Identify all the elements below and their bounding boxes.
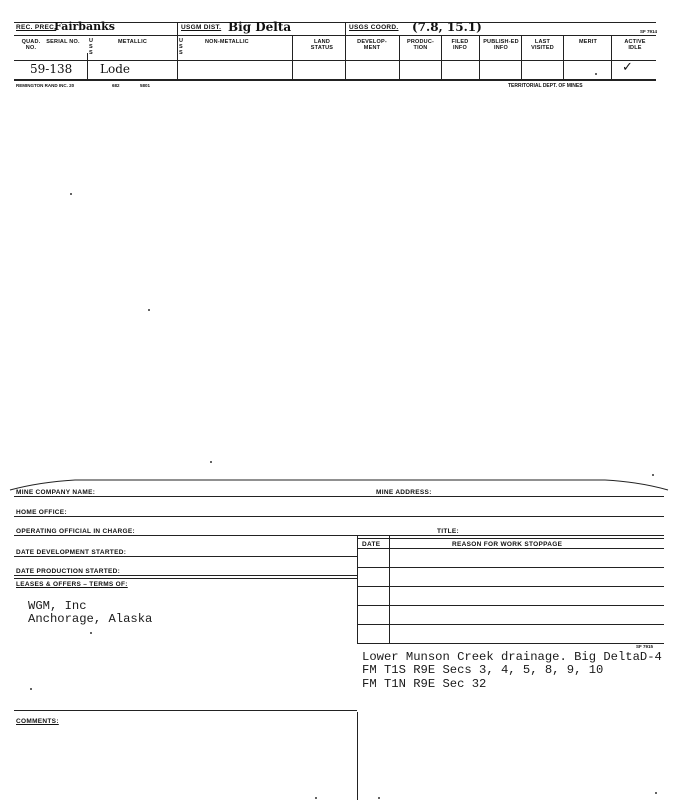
rule-data-bottom bbox=[14, 79, 656, 81]
stoppage-date-header: DATE bbox=[362, 541, 381, 548]
vdiv-comments bbox=[357, 712, 358, 800]
speck bbox=[30, 688, 32, 690]
col-development: DEVELOP-MENT bbox=[357, 39, 387, 51]
speck bbox=[655, 792, 657, 794]
stoppage-reason-header: REASON FOR WORK STOPPAGE bbox=[452, 541, 563, 548]
usgm-dist-value: Big Delta bbox=[228, 20, 292, 34]
col-quad-no: QUAD. NO. bbox=[21, 39, 41, 51]
vdiv-7 bbox=[479, 35, 480, 79]
operating-official-label: OPERATING OFFICIAL IN CHARGE: bbox=[16, 528, 135, 535]
col-serial-no: SERIAL NO. bbox=[46, 39, 80, 45]
vdiv-8 bbox=[521, 35, 522, 79]
rule-dev bbox=[14, 556, 357, 557]
mine-address-label: MINE ADDRESS: bbox=[376, 489, 432, 496]
rule-title-double bbox=[357, 538, 664, 539]
location-line: FM T1S R9E Secs 3, 4, 5, 8, 9, 10 bbox=[362, 663, 604, 677]
form-number-2: SF 7915 bbox=[636, 644, 654, 649]
rule-stoppage-2 bbox=[357, 586, 664, 587]
col-filed-info: FILED INFO bbox=[451, 39, 469, 51]
vdiv-6 bbox=[441, 35, 442, 79]
vdiv-2 bbox=[177, 22, 178, 79]
quad-serial-value: 59-138 bbox=[30, 62, 73, 76]
speck bbox=[315, 797, 317, 799]
col-non-metallic: NON-METALLIC bbox=[205, 39, 249, 45]
col-merit: MERIT bbox=[578, 39, 598, 45]
vdiv-5 bbox=[399, 35, 400, 79]
speck bbox=[148, 309, 150, 311]
rule-home bbox=[14, 516, 664, 517]
usgs-coord-value: (7.8, 15.1) bbox=[412, 20, 482, 34]
date-dev-started-label: DATE DEVELOPMENT STARTED: bbox=[16, 549, 127, 556]
rule-header-mid bbox=[14, 35, 656, 36]
rule-company bbox=[14, 496, 664, 497]
rule-stoppage-1 bbox=[357, 567, 664, 568]
vdiv-9 bbox=[563, 35, 564, 79]
col-production: PRODUC-TION bbox=[406, 39, 435, 51]
printer-label: REMINGTON RAND INC. 20 bbox=[16, 83, 75, 88]
active-idle-mark: ✓ bbox=[622, 60, 633, 75]
rule-prod-2 bbox=[14, 578, 357, 579]
vdiv-3 bbox=[292, 35, 293, 79]
title-label: TITLE: bbox=[437, 528, 460, 535]
speck bbox=[90, 632, 92, 634]
rec-prec-label: REC. PREC. bbox=[16, 24, 57, 31]
location-line: Lower Munson Creek drainage. Big DeltaD-4 bbox=[362, 650, 662, 664]
mine-company-name-label: MINE COMPANY NAME: bbox=[16, 489, 96, 496]
col-uss-2: U S S bbox=[179, 38, 184, 56]
leases-line: Anchorage, Alaska bbox=[28, 612, 153, 626]
rule-colhead-bottom bbox=[14, 60, 656, 61]
speck bbox=[378, 797, 380, 799]
printer-code-2: 5801 bbox=[140, 83, 151, 88]
vdiv-lower-main bbox=[357, 535, 358, 644]
col-active-idle: ACTIVE IDLE bbox=[624, 39, 646, 51]
printer-code-1: 682 bbox=[112, 83, 120, 88]
metallic-value: Lode bbox=[100, 62, 130, 76]
vdiv-10 bbox=[611, 35, 612, 79]
rule-stoppage-5 bbox=[357, 643, 664, 644]
col-published-info: PUBLISH-ED INFO bbox=[483, 39, 519, 51]
form-number: SF 7914 bbox=[640, 29, 658, 34]
leases-label: LEASES & OFFERS – TERMS OF: bbox=[16, 581, 128, 588]
rule-official bbox=[14, 535, 664, 536]
rule-stoppage-head bbox=[357, 548, 664, 549]
vdiv-4 bbox=[345, 22, 346, 79]
rule-prod bbox=[14, 575, 357, 576]
col-metallic: METALLIC bbox=[118, 39, 147, 45]
usgm-dist-label: USGM DIST. bbox=[181, 24, 222, 31]
location-line: FM T1N R9E Sec 32 bbox=[362, 677, 487, 691]
rule-stoppage-4 bbox=[357, 624, 664, 625]
home-office-label: HOME OFFICE: bbox=[16, 509, 67, 516]
col-land-status: LAND STATUS bbox=[310, 39, 334, 51]
leases-line: WGM, Inc bbox=[28, 599, 87, 613]
rec-prec-value: Fairbanks bbox=[54, 20, 115, 33]
speck bbox=[70, 193, 72, 195]
comments-label: COMMENTS: bbox=[16, 718, 59, 725]
rule-comments bbox=[14, 710, 357, 711]
date-prod-started-label: DATE PRODUCTION STARTED: bbox=[16, 568, 121, 575]
usgs-coord-label: USGS COORD. bbox=[349, 24, 399, 31]
vdiv-1 bbox=[87, 53, 88, 79]
speck bbox=[595, 73, 597, 75]
department-label: TERRITORIAL DEPT. OF MINES bbox=[508, 83, 583, 89]
rule-stoppage-3 bbox=[357, 605, 664, 606]
col-uss: U S S bbox=[89, 38, 94, 56]
vdiv-stoppage-date bbox=[389, 535, 390, 644]
speck bbox=[210, 461, 212, 463]
card-edge bbox=[0, 476, 678, 496]
col-last-visited: LAST VISITED bbox=[531, 39, 554, 51]
